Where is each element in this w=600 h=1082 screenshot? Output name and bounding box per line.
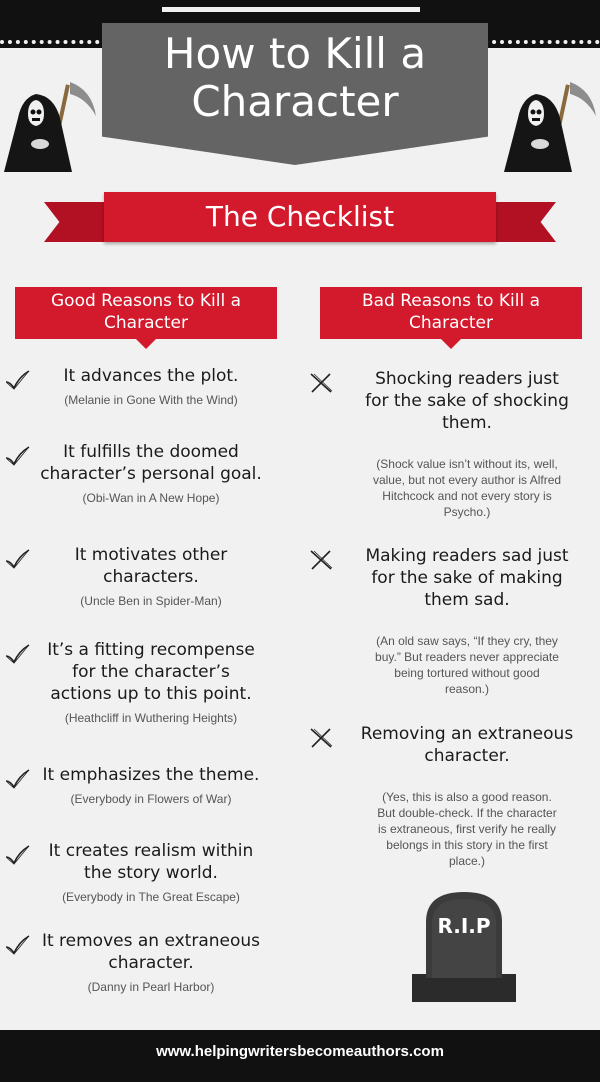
bad-reason-note-line: is extraneous, first verify he really <box>377 822 557 836</box>
tombstone-label: R.I.P <box>437 914 491 938</box>
good-reason-title-line: for the character’s <box>72 662 230 682</box>
bad-reason-note-line: But double-check. If the character <box>377 806 557 820</box>
bad-reason-title-line: Removing an extraneous <box>360 724 574 744</box>
x-icon <box>308 549 334 571</box>
good-reason-item <box>8 544 294 609</box>
bad-reason-note-line: being tortured without good <box>394 666 540 680</box>
good-reason-note-line: (Uncle Ben in Spider-Man) <box>80 594 222 608</box>
good-reason-title-line: character’s personal goal. <box>40 464 262 484</box>
bad-reason-note-line: buy.” But readers never appreciate <box>375 650 559 664</box>
bad-reason-title-line: them. <box>442 413 492 433</box>
bad-reason-item <box>338 368 596 520</box>
good-reasons-header <box>15 287 277 339</box>
x-icon <box>308 727 334 749</box>
good-reason-title-line: It motivates other <box>74 545 228 565</box>
good-reason-title-line: It advances the plot. <box>63 366 239 386</box>
good-reason-title <box>8 365 294 387</box>
bad-reason-note-line: Hitchcock and not every story is <box>382 489 552 503</box>
page-title <box>102 30 488 126</box>
bad-reason-title <box>338 545 596 611</box>
good-reason-item <box>8 639 294 726</box>
bad-header-line-2: Character <box>409 313 493 333</box>
bad-header-line-1: Bad Reasons to Kill a <box>361 291 541 311</box>
good-reason-title-line: the story world. <box>84 863 218 883</box>
bad-reason-note-line: belongs in this story in the first <box>386 838 548 852</box>
good-reason-title-line: characters. <box>103 567 199 587</box>
bad-reason-note-line: (Yes, this is also a good reason. <box>382 790 552 804</box>
good-reason-example <box>8 979 294 995</box>
good-reason-item <box>8 840 294 905</box>
check-icon <box>4 643 30 665</box>
bad-reason-note-line: (Shock value isn’t without its, well, <box>376 457 558 471</box>
tombstone-icon <box>412 892 516 1002</box>
bad-reason-note-line: reason.) <box>444 682 490 696</box>
good-reason-note-line: (Heathcliff in Wuthering Heights) <box>64 711 238 725</box>
bad-reason-title-line: them sad. <box>424 590 510 610</box>
bad-reason-item <box>338 723 596 869</box>
ribbon-tail-right <box>486 202 556 242</box>
good-reason-title-line: It creates realism within <box>48 841 254 861</box>
good-reason-title <box>8 840 294 884</box>
bad-reason-title-line: Making readers sad just <box>365 546 569 566</box>
good-reason-note-line: (Melanie in Gone With the Wind) <box>64 393 238 407</box>
good-reason-title-line: It removes an extraneous <box>41 931 261 951</box>
check-icon <box>4 369 30 391</box>
top-bar-line <box>162 7 420 12</box>
good-reason-note-line: (Everybody in Flowers of War) <box>70 792 232 806</box>
good-reason-example <box>8 593 294 609</box>
bad-reason-note-line: Psycho.) <box>443 505 491 519</box>
bad-reason-note <box>338 633 596 697</box>
good-header-line-2: Character <box>104 313 188 333</box>
bad-reason-title-line: for the sake of making <box>371 568 563 588</box>
good-reason-item <box>8 365 294 408</box>
good-reason-title-line: It’s a fitting recompense <box>47 640 255 660</box>
good-reason-item <box>8 930 294 995</box>
bad-reason-title <box>338 723 596 767</box>
good-reason-title-line: character. <box>108 953 194 973</box>
good-reason-note-line: (Obi-Wan in A New Hope) <box>82 491 220 505</box>
good-reason-title-line: It emphasizes the theme. <box>42 765 260 785</box>
bad-reason-title-line: Shocking readers just <box>375 369 559 389</box>
bad-reason-note-line: place.) <box>448 854 486 868</box>
good-reason-title <box>8 764 294 786</box>
good-reason-item <box>8 764 294 807</box>
good-reason-example <box>8 791 294 807</box>
check-icon <box>4 934 30 956</box>
good-reason-title-line: actions up to this point. <box>50 684 252 704</box>
good-reason-title-line: It fulfills the doomed <box>63 442 239 462</box>
good-reason-example <box>8 490 294 506</box>
good-reason-note-line: (Everybody in The Great Escape) <box>62 890 240 904</box>
check-icon <box>4 445 30 467</box>
good-reason-example <box>8 710 294 726</box>
good-reason-example <box>8 889 294 905</box>
good-reason-title <box>8 639 294 705</box>
bad-reason-title-line: character. <box>424 746 510 766</box>
good-reason-example <box>8 392 294 408</box>
bad-reason-note <box>338 456 596 520</box>
bad-reason-item <box>338 545 596 697</box>
bad-reason-title-line: for the sake of shocking <box>365 391 569 411</box>
good-reason-title <box>8 930 294 974</box>
page-title-line-2: Character <box>191 77 399 126</box>
bad-reasons-header <box>320 287 582 339</box>
page-title-line-1: How to Kill a <box>163 29 427 78</box>
grim-reaper-icon <box>500 72 596 172</box>
check-icon <box>4 548 30 570</box>
bad-reason-note-line: (An old saw says, “If they cry, they <box>376 634 558 648</box>
footer-url[interactable]: www.helpingwritersbecomeauthors.com <box>156 1043 444 1060</box>
good-reason-note-line: (Danny in Pearl Harbor) <box>87 980 215 994</box>
grim-reaper-icon <box>0 72 96 172</box>
good-header-line-1: Good Reasons to Kill a <box>51 291 241 311</box>
good-reason-title <box>8 544 294 588</box>
good-reason-item <box>8 441 294 506</box>
bad-reason-title <box>338 368 596 434</box>
good-reason-title <box>8 441 294 485</box>
check-icon <box>4 844 30 866</box>
x-icon <box>308 372 334 394</box>
check-icon <box>4 768 30 790</box>
checklist-heading: The Checklist <box>205 200 395 233</box>
bad-reason-note <box>338 789 596 869</box>
bad-reason-note-line: value, but not every author is Alfred <box>372 473 562 487</box>
